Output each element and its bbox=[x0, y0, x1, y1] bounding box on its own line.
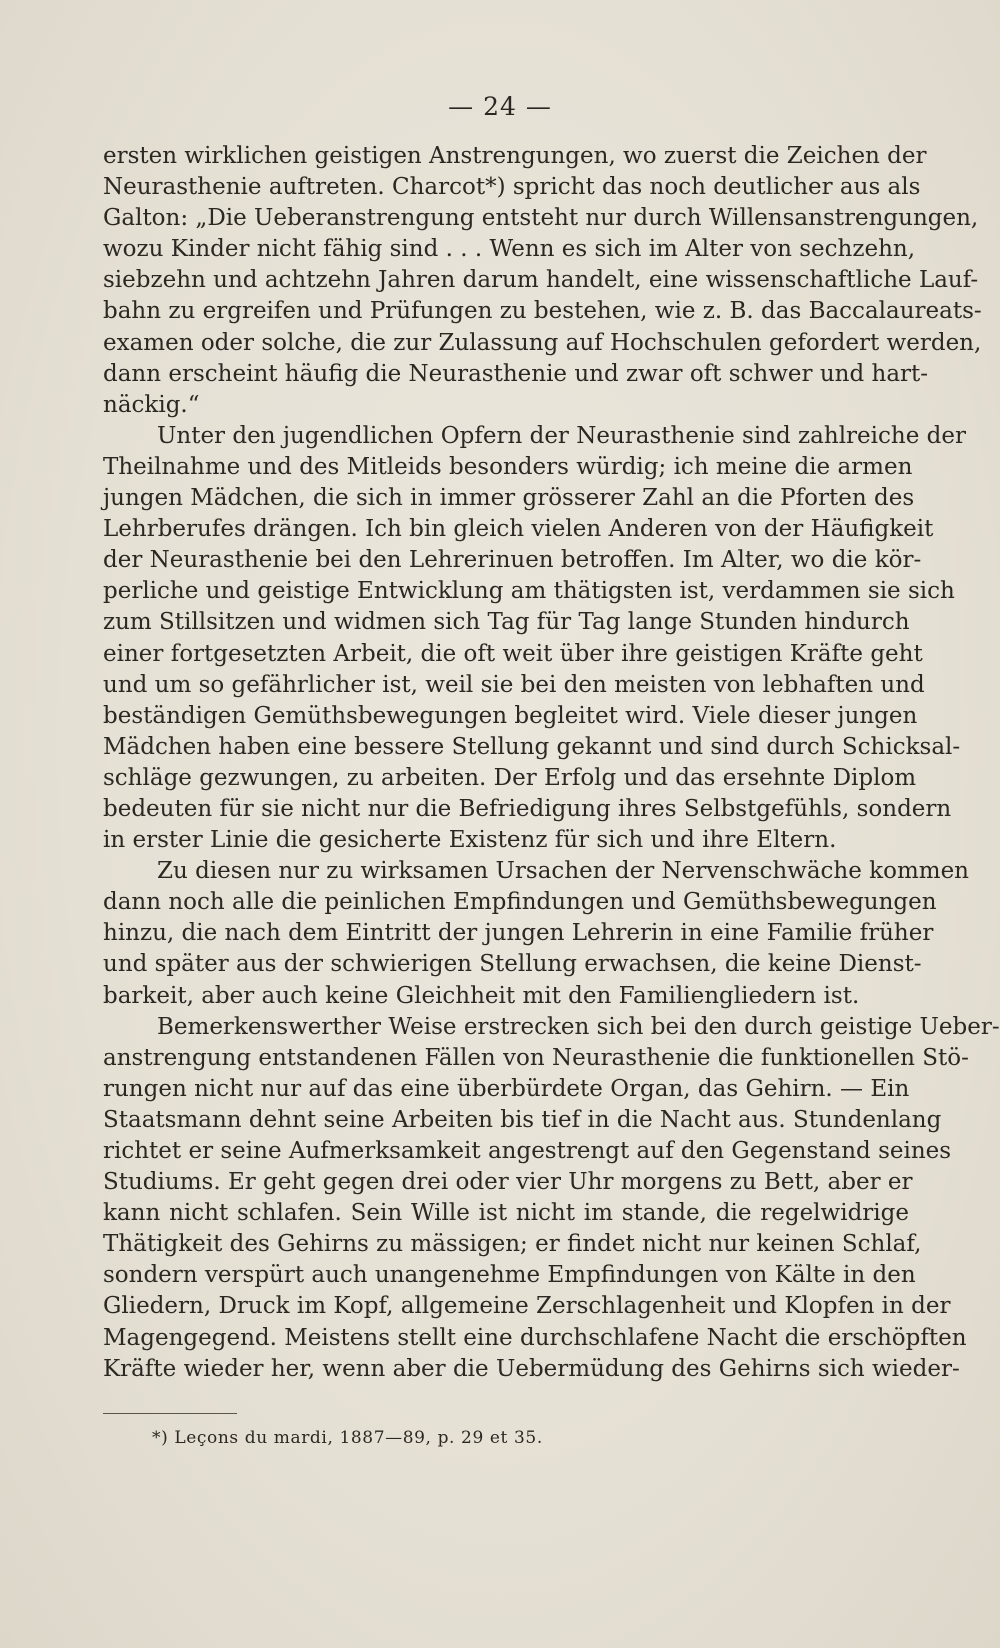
text-line: barkeit, aber auch keine Gleichheit mit den Familiengliedern ist. bbox=[103, 982, 860, 1009]
text-line: siebzehn und achtzehn Jahren darum handelt, eine wissenschaftliche Lauf- bbox=[103, 267, 979, 294]
text-line: examen oder solche, die zur Zulassung auf Hochschulen gefordert werden, bbox=[103, 329, 982, 356]
text-line: Bemerkenswerther Weise erstrecken sich bei den durch geistige Ueber- bbox=[157, 1013, 1000, 1040]
text-line: in erster Linie die gesicherte Existenz für sich und ihre Eltern. bbox=[103, 827, 837, 854]
paragraph bbox=[103, 856, 969, 1011]
text-line: einer fortgesetzten Arbeit, die oft weit über ihre geistigen Kräfte geht bbox=[103, 640, 923, 667]
text-line: Mädchen haben eine bessere Stellung gekannt und sind durch Schicksal- bbox=[103, 733, 961, 760]
text-line: ersten wirklichen geistigen Anstrengungen, wo zuerst die Zeichen der bbox=[103, 143, 927, 169]
text-line: bedeuten für sie nicht nur die Befriedigung ihres Selbstgefühls, sondern bbox=[103, 795, 952, 822]
text-line: Lehrberufes drängen. Ich bin gleich vielen Anderen von der Häufigkeit bbox=[103, 516, 934, 543]
text-line: perliche und geistige Entwicklung am thätigsten ist, verdammen sie sich bbox=[103, 578, 955, 605]
text-line: kann nicht schlafen. Sein Wille ist nicht im stande, die regelwidrige bbox=[103, 1200, 909, 1227]
text-line: Staatsmann dehnt seine Arbeiten bis tief in die Nacht aus. Stundenlang bbox=[103, 1106, 942, 1133]
text-line: Thätigkeit des Gehirns zu mässigen; er findet nicht nur keinen Schlaf, bbox=[103, 1231, 922, 1258]
text-line: zum Stillsitzen und widmen sich Tag für Tag lange Stunden hindurch bbox=[103, 609, 910, 636]
text-line: Gliedern, Druck im Kopf, allgemeine Zerschlagenheit und Klopfen in der bbox=[103, 1293, 951, 1320]
text-line: sondern verspürt auch unangenehme Empfindungen von Kälte in den bbox=[103, 1262, 916, 1289]
paragraph bbox=[103, 421, 966, 856]
text-line: Studiums. Er geht gegen drei oder vier Uhr morgens zu Bett, aber er bbox=[103, 1169, 913, 1196]
text-line: bahn zu ergreifen und Prüfungen zu bestehen, wie z. B. das Baccalaureats- bbox=[103, 298, 982, 325]
text-line: der Neurasthenie bei den Lehrerinuen betroffen. Im Alter, wo die kör- bbox=[103, 547, 922, 574]
page-number: — 24 — bbox=[448, 92, 552, 121]
text-line: Galton: „Die Ueberanstrengung entsteht nur durch Willensanstrengungen, bbox=[103, 205, 979, 232]
text-line: wozu Kinder nicht fähig sind . . . Wenn es sich im Alter von sechzehn, bbox=[103, 236, 916, 263]
text-line: Kräfte wieder her, wenn aber die Uebermüdung des Gehirns sich wieder- bbox=[103, 1355, 960, 1382]
text-line: schläge gezwungen, zu arbeiten. Der Erfolg und das ersehnte Diplom bbox=[103, 764, 917, 791]
text-line: dann noch alle die peinlichen Empfindungen und Gemüthsbewegungen bbox=[103, 889, 937, 916]
footnote-rule bbox=[103, 1413, 237, 1414]
text-line: und um so gefährlicher ist, weil sie bei den meisten von lebhaften und bbox=[103, 671, 925, 698]
text-line: dann erscheint häufig die Neurasthenie und zwar oft schwer und hart- bbox=[103, 360, 929, 387]
text-line: Neurasthenie auftreten. Charcot*) spricht das noch deutlicher aus als bbox=[103, 174, 921, 201]
text-line: anstrengung entstandenen Fällen von Neurasthenie die funktionellen Stö- bbox=[103, 1044, 969, 1071]
text-line: Unter den jugendlichen Opfern der Neurasthenie sind zahlreiche der bbox=[157, 422, 966, 449]
text-line: richtet er seine Aufmerksamkeit angestrengt auf den Gegenstand seines bbox=[103, 1138, 952, 1164]
text-line: rungen nicht nur auf das eine überbürdete Organ, das Gehirn. — Ein bbox=[103, 1075, 910, 1102]
text-line: näckig.“ bbox=[103, 391, 200, 418]
paragraph bbox=[103, 141, 982, 421]
text-line: Zu diesen nur zu wirksamen Ursachen der Nervenschwäche kommen bbox=[157, 858, 969, 885]
text-line: Theilnahme und des Mitleids besonders würdig; ich meine die armen bbox=[103, 453, 913, 480]
text-line: jungen Mädchen, die sich in immer grösserer Zahl an die Pforten des bbox=[103, 485, 915, 512]
text-line: Magengegend. Meistens stellt eine durchschlafene Nacht die erschöpften bbox=[103, 1324, 967, 1351]
text-line: beständigen Gemüthsbewegungen begleitet wird. Viele dieser jungen bbox=[103, 702, 918, 729]
text-line: hinzu, die nach dem Eintritt der jungen Lehrerin in eine Familie früher bbox=[103, 920, 934, 947]
footnote: *) Leçons du mardi, 1887—89, p. 29 et 35. bbox=[152, 1428, 543, 1448]
paragraph bbox=[103, 1012, 1000, 1385]
body-text bbox=[103, 141, 1000, 1385]
text-line: und später aus der schwierigen Stellung erwachsen, die keine Dienst- bbox=[103, 951, 922, 978]
